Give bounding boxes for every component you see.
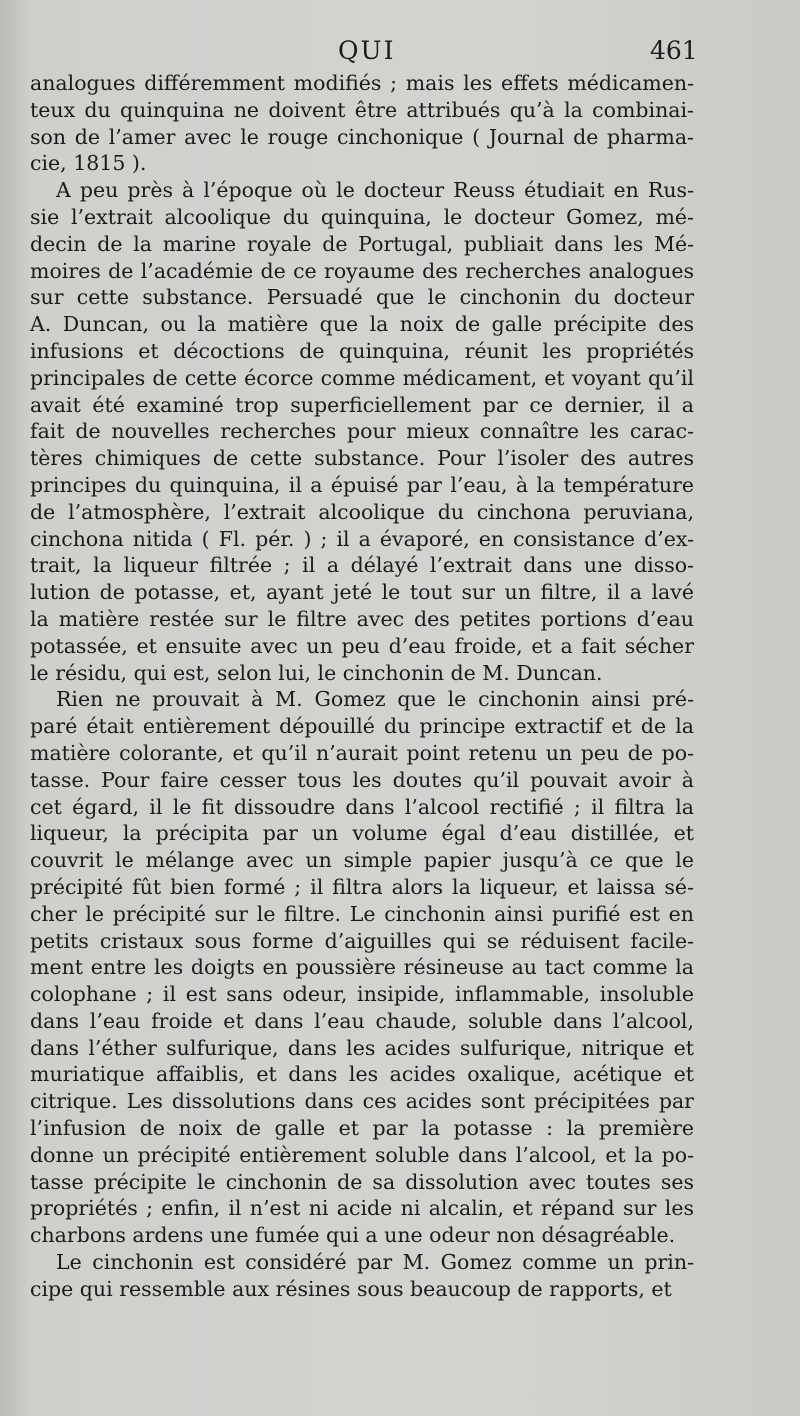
text-line: principes du quinquina, il a épuisé par l’eau, à la température bbox=[30, 472, 694, 497]
paragraph bbox=[30, 686, 694, 1249]
text-line: cet égard, il le fit dissoudre dans l’alcool rectifié ; il filtra la bbox=[30, 794, 694, 819]
text-line: ment entre les doigts en poussière résineuse au tact comme la bbox=[30, 955, 694, 980]
text-line: potassée, et ensuite avec un peu d’eau froide, et a fait sécher bbox=[30, 633, 694, 658]
text-line: moires de l’académie de ce royaume des recherches analogues bbox=[30, 258, 694, 283]
text-line: l’infusion de noix de galle et par la potasse : la première bbox=[30, 1116, 694, 1141]
text-line: A. Duncan, ou la matière que la noix de galle précipite des bbox=[30, 312, 694, 337]
text-line: cie, 1815 ). bbox=[30, 151, 147, 176]
text-line: précipité fût bien formé ; il filtra alors la liqueur, et laissa sé- bbox=[30, 874, 694, 899]
text-line: tasse précipite le cinchonin de sa dissolution avec toutes ses bbox=[30, 1169, 694, 1194]
text-line: sur cette substance. Persuadé que le cinchonin du docteur bbox=[30, 285, 694, 310]
page-header bbox=[0, 36, 800, 70]
text-line: lution de potasse, et, ayant jeté le tout sur un filtre, il a lavé bbox=[30, 580, 694, 605]
text-line: A peu près à l’époque où le docteur Reuss étudiait en Rus- bbox=[56, 178, 694, 203]
text-line: colophane ; il est sans odeur, insipide, inflammable, insoluble bbox=[30, 982, 694, 1007]
text-line: matière colorante, et qu’il n’aurait point retenu un peu de po- bbox=[30, 740, 694, 765]
text-body bbox=[30, 70, 694, 1303]
text-line: Le cinchonin est considéré par M. Gomez comme un prin- bbox=[56, 1250, 694, 1275]
text-line: cinchona nitida ( Fl. pér. ) ; il a évaporé, en consistance d’ex- bbox=[30, 526, 694, 551]
text-line: muriatique affaiblis, et dans les acides oxalique, acétique et bbox=[30, 1062, 694, 1087]
text-line: trait, la liqueur filtrée ; il a délayé l’extrait dans une disso- bbox=[30, 553, 694, 578]
text-line: citrique. Les dissolutions dans ces acides sont précipitées par bbox=[30, 1089, 694, 1114]
text-line: donne un précipité entièrement soluble dans l’alcool, et la po- bbox=[30, 1142, 694, 1167]
text-line: dans l’éther sulfurique, dans les acides sulfurique, nitrique et bbox=[30, 1035, 694, 1060]
text-line: la matière restée sur le filtre avec des petites portions d’eau bbox=[30, 606, 694, 631]
paragraph bbox=[30, 70, 694, 177]
text-line: avait été examiné trop superficiellement par ce dernier, il a bbox=[30, 392, 694, 417]
text-line: fait de nouvelles recherches pour mieux connaître les carac- bbox=[30, 419, 694, 444]
text-line: cipe qui ressemble aux résines sous beaucoup de rapports, et bbox=[30, 1276, 672, 1301]
text-line: propriétés ; enfin, il n’est ni acide ni alcalin, et répand sur les bbox=[30, 1196, 694, 1221]
text-line: son de l’amer avec le rouge cinchonique ( Journal de pharma- bbox=[30, 124, 694, 149]
text-line: sie l’extrait alcoolique du quinquina, le docteur Gomez, mé- bbox=[30, 204, 694, 229]
paragraph bbox=[30, 1249, 694, 1303]
text-line: Rien ne prouvait à M. Gomez que le cinchonin ainsi pré- bbox=[56, 687, 694, 712]
text-line: de l’atmosphère, l’extrait alcoolique du cinchona peruviana, bbox=[30, 499, 694, 524]
paragraph bbox=[30, 177, 694, 686]
text-line: teux du quinquina ne doivent être attribués qu’à la combinai- bbox=[30, 97, 694, 122]
text-line: cher le précipité sur le filtre. Le cinchonin ainsi purifié est en bbox=[30, 901, 694, 926]
running-head: QUI bbox=[338, 36, 396, 65]
text-line: petits cristaux sous forme d’aiguilles qui se réduisent facile- bbox=[30, 928, 694, 953]
text-line: le résidu, qui est, selon lui, le cinchonin de M. Duncan. bbox=[30, 660, 603, 685]
text-line: tères chimiques de cette substance. Pour l’isoler des autres bbox=[30, 446, 694, 471]
text-line: infusions et décoctions de quinquina, réunit les propriétés bbox=[30, 338, 694, 363]
text-line: tasse. Pour faire cesser tous les doutes qu’il pouvait avoir à bbox=[30, 767, 694, 792]
page-number: 461 bbox=[650, 36, 698, 65]
text-line: decin de la marine royale de Portugal, publiait dans les Mé- bbox=[30, 231, 694, 256]
text-line: principales de cette écorce comme médicament, et voyant qu’il bbox=[30, 365, 694, 390]
text-line: paré était entièrement dépouillé du principe extractif et de la bbox=[30, 714, 694, 739]
text-line: analogues différemment modifiés ; mais les effets médicamen- bbox=[30, 71, 694, 95]
text-line: liqueur, la précipita par un volume égal d’eau distillée, et bbox=[30, 821, 694, 846]
text-line: couvrit le mélange avec un simple papier jusqu’à ce que le bbox=[30, 848, 694, 873]
text-line: dans l’eau froide et dans l’eau chaude, soluble dans l’alcool, bbox=[30, 1008, 694, 1033]
text-line: charbons ardens une fumée qui a une odeur non désagréable. bbox=[30, 1223, 676, 1248]
